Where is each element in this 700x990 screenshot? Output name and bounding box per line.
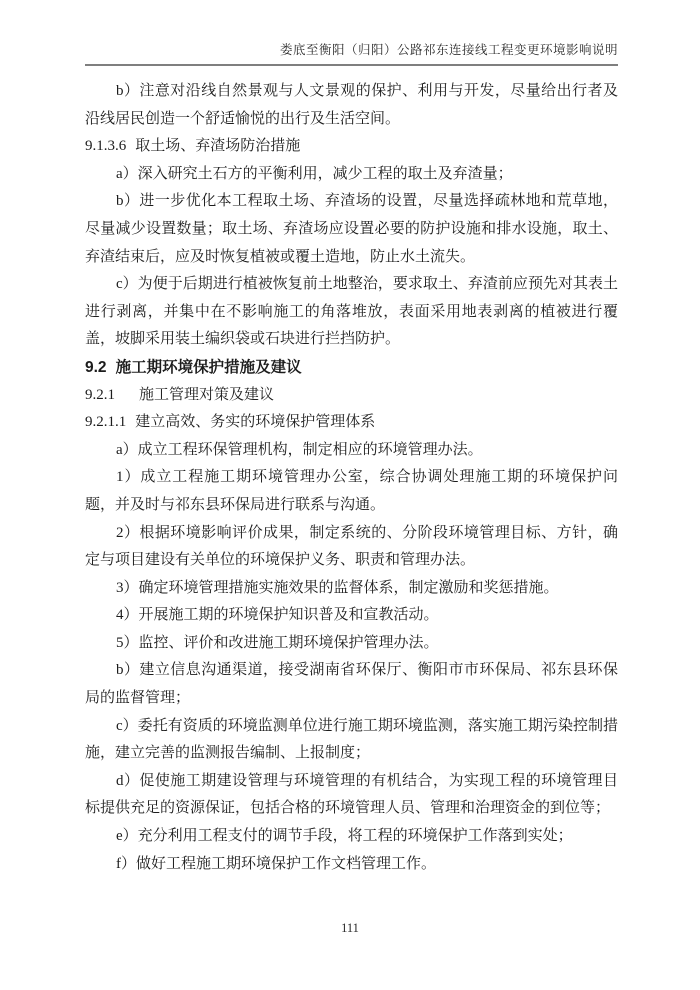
paragraph: c）委托有资质的环境监测单位进行施工期环境监测，落实施工期污染控制措施，建立完善的监测报告编制、上报制度； <box>85 717 618 762</box>
page-number: 111 <box>341 921 359 935</box>
paragraph: d）促使施工期建设管理与环境管理的有机结合，为实现工程的环境管理目标提供充足的资源保证，包括合格的环境管理人员、管理和治理资金的到位等； <box>85 772 618 817</box>
paragraph: c）为便于后期进行植被恢复前土地整治，要求取土、弃渣前应预先对其表土进行剥离，并集中在不影响施工的角落堆放，表面采用地表剥离的植被进行覆盖，坡脚采用装土编织袋或石块进行拦挡防护。 <box>85 276 618 348</box>
section-number: 9.1.3.6 <box>85 138 127 155</box>
section-title: 施工管理对策及建议 <box>139 386 275 403</box>
paragraph: e）充分利用工程支付的调节手段，将工程的环境保护工作落到实处； <box>116 828 573 845</box>
section-heading <box>85 133 618 161</box>
section-heading <box>85 354 618 382</box>
page-header <box>85 40 618 66</box>
section-heading <box>85 382 618 410</box>
section-title: 施工期环境保护措施及建议 <box>115 358 302 376</box>
paragraph: b）建立信息沟通渠道，接受湖南省环保厅、衡阳市市环保局、祁东县环保局的监督管理； <box>85 662 618 707</box>
paragraph: b）进一步优化本工程取土场、弃渣场的设置，尽量选择疏林地和荒草地，尽量减少设置数量；取土场、弃渣场应设置必要的防护设施和排水设施，取土、弃渣结束后，应及时恢复植被或覆土造地，防止水土流失。 <box>85 193 618 265</box>
section-number: 9.2.1 <box>85 386 115 403</box>
paragraph: b）注意对沿线自然景观与人文景观的保护、利用与开发，尽量给出行者及沿线居民创造一个舒适愉悦的出行及生活空间。 <box>85 83 618 127</box>
paragraph: 5）监控、评价和改进施工期环境保护管理办法。 <box>116 634 439 651</box>
paragraph: 4）开展施工期的环境保护知识普及和宣教活动。 <box>116 607 439 624</box>
page-footer <box>0 921 700 936</box>
section-title: 取土场、弃渣场防治措施 <box>135 138 301 155</box>
paragraph: a）成立工程环保管理机构，制定相应的环境管理办法。 <box>116 441 483 458</box>
section-number: 9.2 <box>85 358 107 376</box>
paragraph: a）深入研究土石方的平衡利用，减少工程的取土及弃渣量； <box>116 165 513 182</box>
document-title: 娄底至衡阳（归阳）公路祁东连接线工程变更环境影响说明 <box>279 43 618 57</box>
paragraph: f）做好工程施工期环境保护工作文档管理工作。 <box>116 855 436 872</box>
section-title: 建立高效、务实的环境保护管理体系 <box>135 414 376 431</box>
section-number: 9.2.1.1 <box>85 414 127 431</box>
paragraph: 1）成立工程施工期环境管理办公室，综合协调处理施工期的环境保护问题，并及时与祁东县环保局进行联系与沟通。 <box>85 469 618 513</box>
paragraph: 3）确定环境管理措施实施效果的监督体系，制定激励和奖惩措施。 <box>116 579 559 596</box>
section-heading <box>85 409 618 437</box>
document-body <box>85 78 618 878</box>
paragraph: 2）根据环境影响评价成果，制定系统的、分阶段环境管理目标、方针，确定与项目建设有关单位的环境保护义务、职责和管理办法。 <box>85 524 618 569</box>
